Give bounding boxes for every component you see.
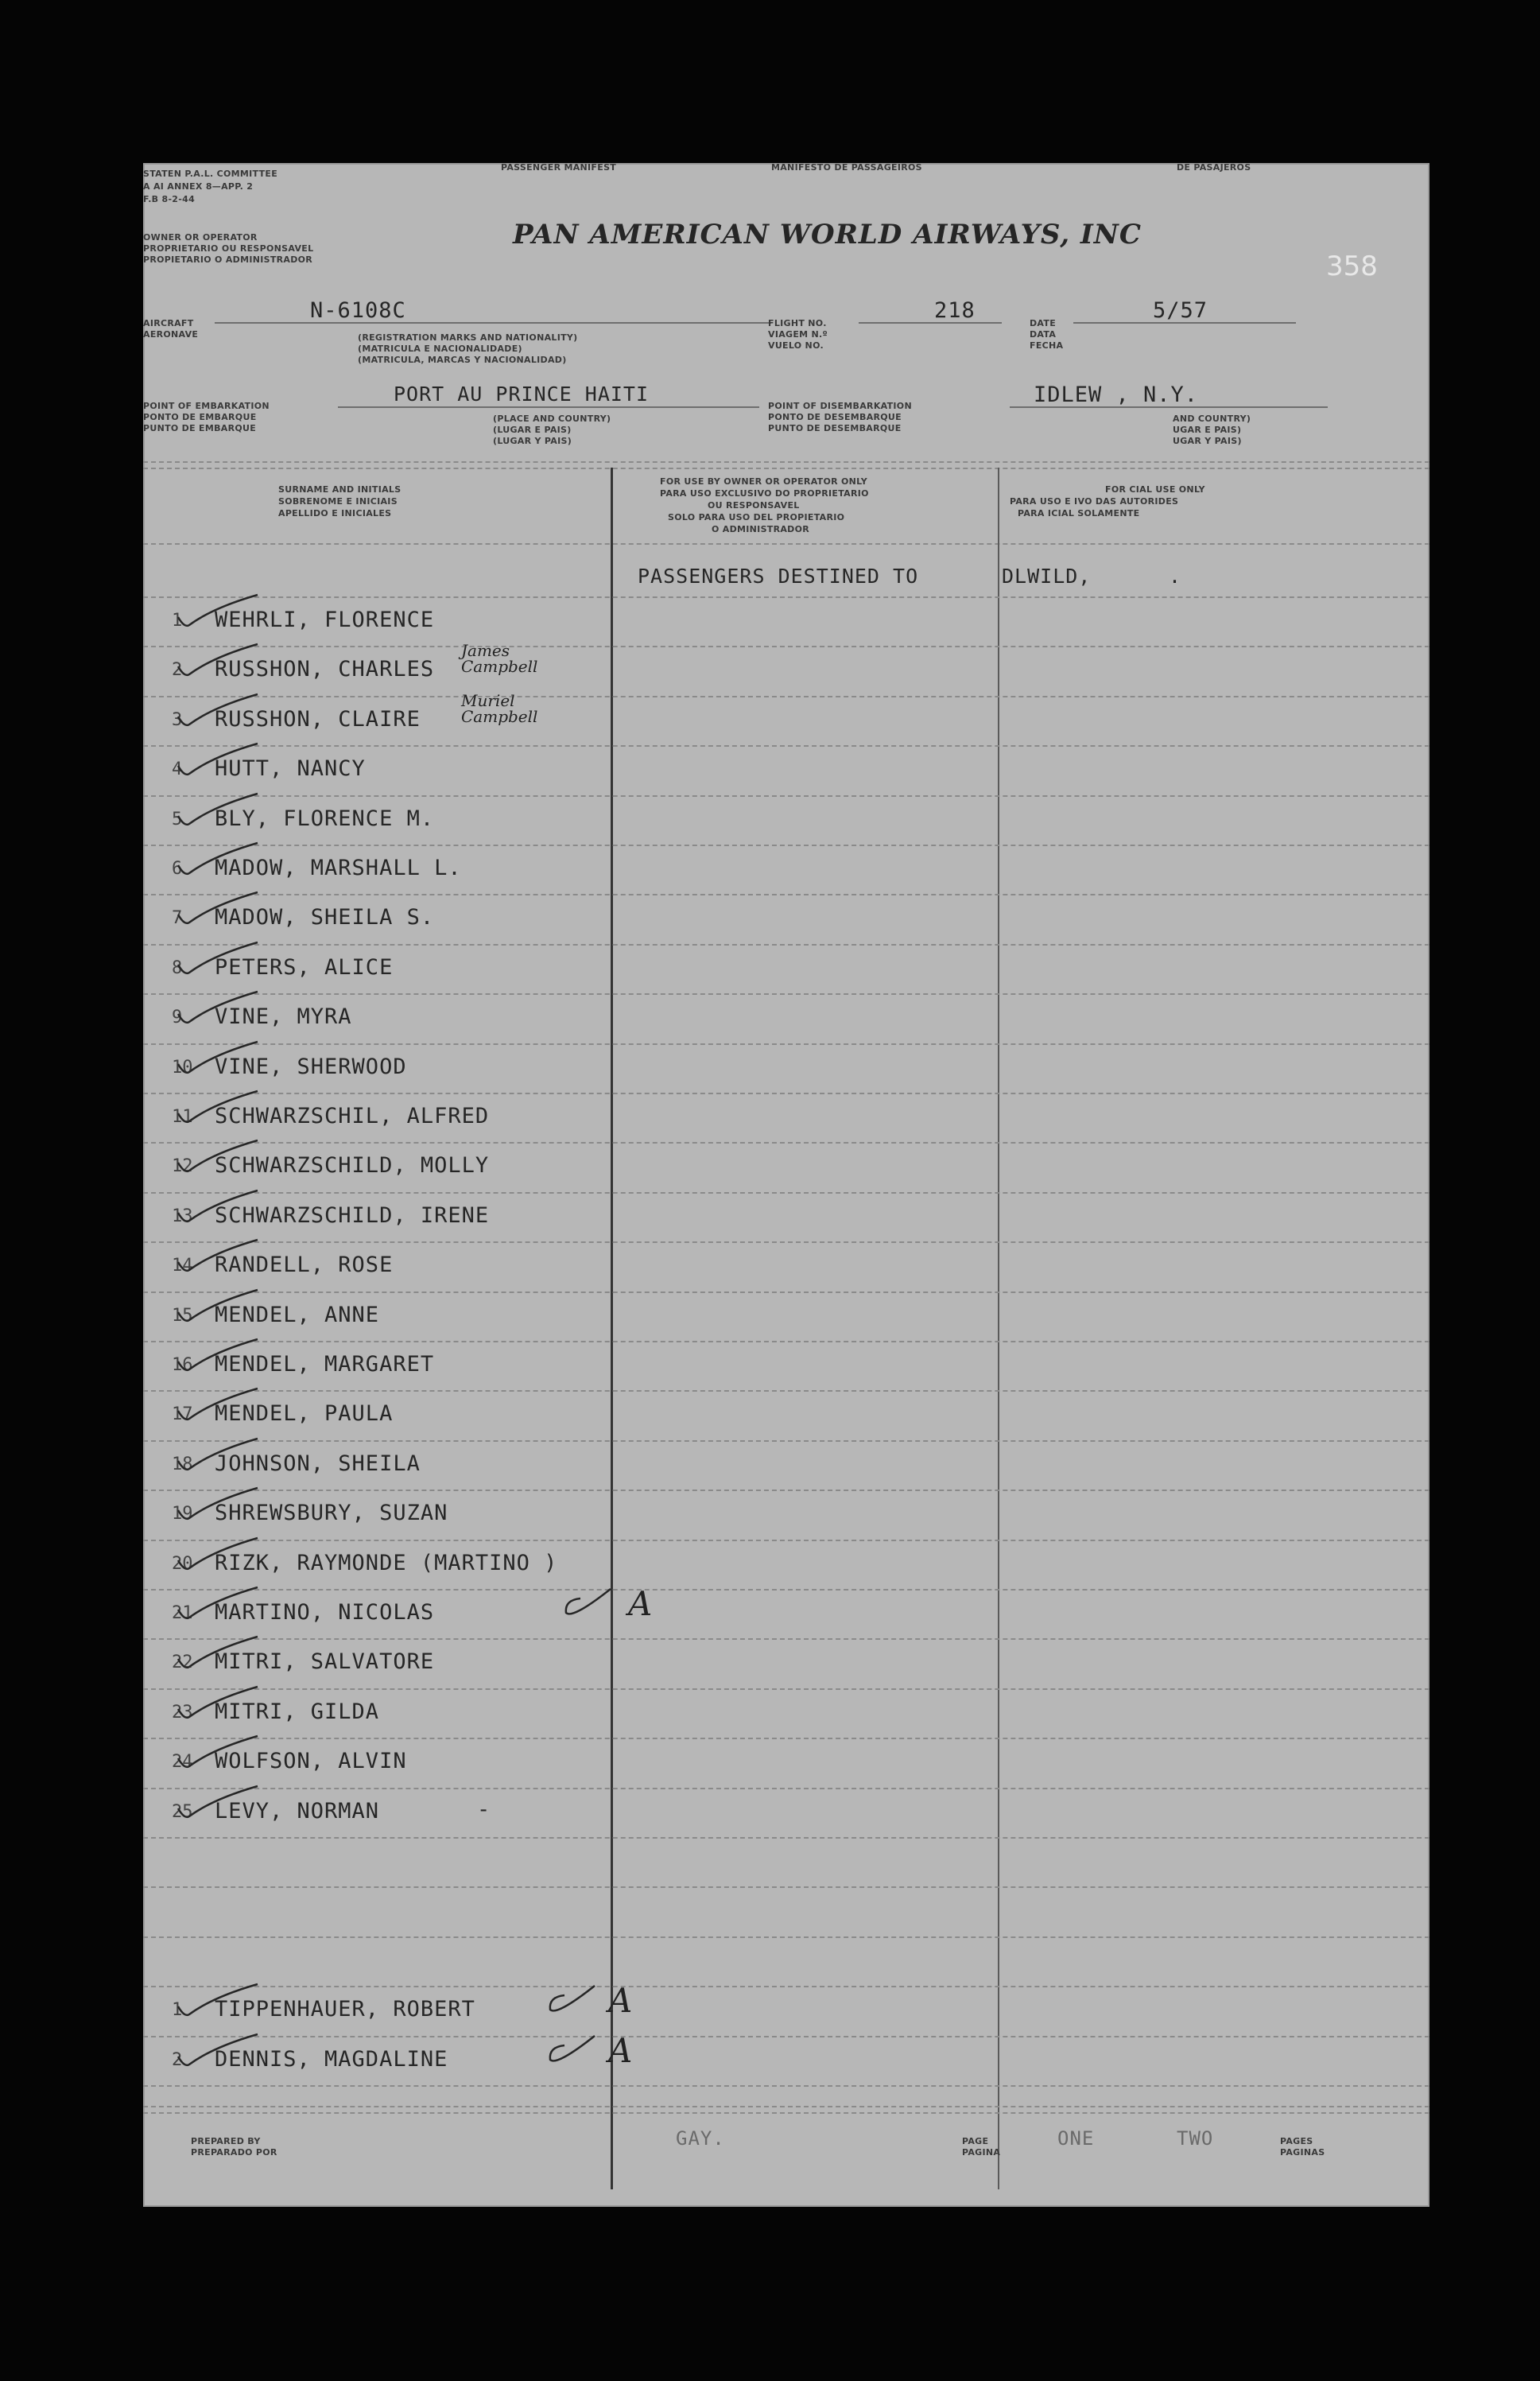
- check-mark-icon: [173, 643, 261, 681]
- passenger-row: [143, 747, 1429, 793]
- passenger-row: [143, 1094, 1429, 1140]
- passenger-row: [143, 1392, 1429, 1438]
- col-header: SURNAME AND INITIALS: [278, 484, 401, 495]
- check-mark-icon: [173, 1536, 261, 1575]
- passenger-row: [143, 1981, 1429, 2033]
- passenger-name: MENDEL, ANNE: [215, 1302, 380, 1327]
- date-label: FECHA: [1030, 340, 1064, 351]
- passenger-row: [143, 1541, 1429, 1587]
- col-header: SOLO PARA USO DEL PROPIETARIO: [668, 512, 845, 522]
- page-total: TWO: [1177, 2127, 1214, 2150]
- date-value: 5/57: [1153, 298, 1208, 323]
- col-header: PARA ICIAL SOLAMENTE: [1018, 508, 1140, 519]
- passenger-name: RANDELL, ROSE: [215, 1253, 394, 1278]
- destined-note-dot: .: [1169, 565, 1182, 588]
- embark-label: POINT OF EMBARKATION: [143, 401, 270, 411]
- check-mark-icon: [557, 1583, 612, 1622]
- row-number: 15: [172, 1305, 193, 1326]
- check-mark-icon: [173, 1635, 261, 1673]
- flight-label: VIAGEM N.º: [768, 329, 828, 340]
- aircraft-label: AERONAVE: [143, 329, 199, 340]
- row-number: 9: [172, 1008, 183, 1028]
- passenger-row: [143, 1739, 1429, 1785]
- row-number: 2: [172, 2049, 183, 2070]
- row-number: 1: [172, 611, 183, 631]
- passenger-name: SCHWARZSCHILD, MOLLY: [215, 1153, 490, 1179]
- passenger-row: [143, 1584, 1429, 1637]
- passenger-row: [143, 641, 1429, 693]
- registration-label: (REGISTRATION MARKS AND NATIONALITY): [358, 332, 578, 343]
- passenger-name: VINE, MYRA: [215, 1004, 352, 1030]
- passenger-row: [143, 1144, 1429, 1190]
- manifest-label: MANIFESTO DE PASSAGEIROS: [771, 162, 922, 173]
- passenger-row: [143, 1293, 1429, 1339]
- check-mark-icon: [173, 792, 261, 830]
- check-mark-icon: [173, 1387, 261, 1425]
- passenger-row: [143, 598, 1429, 644]
- manifest-label: DE PASAJEROS: [1177, 162, 1251, 173]
- passenger-name: SHREWSBURY, SUZAN: [215, 1501, 448, 1526]
- passenger-name: HUTT, NANCY: [215, 756, 366, 782]
- place-label: AND COUNTRY): [1173, 414, 1251, 424]
- passenger-name: WEHRLI, FLORENCE: [215, 608, 435, 632]
- row-number: 16: [172, 1355, 193, 1375]
- passenger-name: PETERS, ALICE: [215, 954, 394, 980]
- check-mark-icon: [173, 941, 261, 979]
- prepared-label: PREPARED BY: [191, 2136, 261, 2146]
- row-number: 10: [172, 1057, 193, 1078]
- handwritten-mark: A: [608, 2030, 633, 2070]
- check-mark-icon: [173, 2033, 261, 2071]
- row-number: 24: [172, 1752, 193, 1773]
- passenger-row: [143, 946, 1429, 992]
- place-label: (PLACE AND COUNTRY): [493, 414, 611, 424]
- row-number: 11: [172, 1107, 193, 1127]
- destined-note: PASSENGERS DESTINED TO: [638, 565, 919, 588]
- row-number: 7: [172, 908, 183, 929]
- row-number: 19: [172, 1504, 193, 1525]
- col-header: FOR USE BY OWNER OR OPERATOR ONLY: [660, 476, 868, 487]
- check-mark-icon: [173, 841, 261, 880]
- prepared-by-value: GAY.: [676, 2127, 725, 2150]
- aircraft-label: AIRCRAFT: [143, 318, 194, 328]
- disembark-label: PUNTO DE DESEMBARQUE: [768, 423, 902, 433]
- handwritten-mark: A: [628, 1584, 653, 1623]
- passenger-name: DENNIS, MAGDALINE: [215, 2046, 448, 2072]
- passenger-name: RIZK, RAYMONDE (MARTINO ): [215, 1550, 558, 1575]
- place-label: UGAR Y PAIS): [1173, 436, 1242, 446]
- page-value: ONE: [1057, 2127, 1095, 2150]
- passenger-row: [143, 797, 1429, 843]
- passenger-row: [143, 1243, 1429, 1289]
- check-mark-icon: [173, 593, 261, 631]
- row-number: 5: [172, 809, 183, 829]
- check-mark-icon: [173, 1139, 261, 1177]
- passenger-row: [143, 1690, 1429, 1736]
- passenger-row: [143, 1938, 1429, 1984]
- passenger-row: [143, 995, 1429, 1041]
- row-number: 1: [172, 2000, 183, 2021]
- passenger-name: SCHWARZSCHIL, ALFRED: [215, 1104, 490, 1128]
- check-mark-icon: [173, 1785, 261, 1823]
- check-mark-icon: [541, 2029, 596, 2069]
- airline-name: PAN AMERICAN WORLD AIRWAYS, INC: [513, 219, 1142, 251]
- row-number: 4: [172, 759, 183, 780]
- check-mark-icon: [173, 1288, 261, 1326]
- row-number: 21: [172, 1603, 193, 1623]
- row-dash: -: [477, 1796, 491, 1822]
- prepared-label: PREPARADO POR: [191, 2147, 277, 2158]
- check-mark-icon: [173, 1040, 261, 1078]
- owner-label: PROPRIETARIO OU RESPONSAVEL: [143, 243, 314, 254]
- form-line: F.B 8-2-44: [143, 194, 196, 204]
- passenger-name: MADOW, SHEILA S.: [215, 905, 435, 930]
- passenger-name: MITRI, SALVATORE: [215, 1649, 435, 1675]
- passenger-row: [143, 1640, 1429, 1686]
- passenger-name: MENDEL, PAULA: [215, 1401, 394, 1427]
- col-header: O ADMINISTRADOR: [712, 524, 810, 534]
- row-number: 14: [172, 1256, 193, 1276]
- row-number: 20: [172, 1553, 193, 1574]
- disembark-label: POINT OF DISEMBARKATION: [768, 401, 912, 411]
- place-label: (LUGAR Y PAIS): [493, 436, 572, 446]
- passenger-row: [143, 2030, 1429, 2084]
- check-mark-icon: [173, 1586, 261, 1624]
- passenger-name: MITRI, GILDA: [215, 1699, 380, 1724]
- check-mark-icon: [173, 693, 261, 731]
- check-mark-icon: [173, 1338, 261, 1376]
- page-label: PAGINA: [962, 2147, 1001, 2158]
- manifest-sheet: [143, 163, 1429, 2207]
- row-number: 8: [172, 957, 183, 978]
- passenger-name: JOHNSON, SHEILA: [215, 1451, 421, 1476]
- row-number: 12: [172, 1156, 193, 1177]
- passenger-name: LEVY, NORMAN: [215, 1798, 380, 1824]
- passenger-name: MADOW, MARSHALL L.: [215, 856, 462, 880]
- handwritten-mark: A: [608, 1981, 633, 2021]
- row-number: 6: [172, 859, 183, 879]
- passenger-name: RUSSHON, CLAIRE: [215, 706, 421, 732]
- col-header: SOBRENOME E INICIAIS: [278, 496, 398, 507]
- passenger-row: [143, 1194, 1429, 1240]
- check-mark-icon: [173, 1090, 261, 1128]
- embark-value: PORT AU PRINCE HAITI: [394, 383, 650, 406]
- check-mark-icon: [173, 1238, 261, 1276]
- pages-label: PAGES: [1280, 2136, 1313, 2146]
- form-line: A AI ANNEX 8—APP. 2: [143, 181, 254, 192]
- passenger-name: MARTINO, NICOLAS: [215, 1600, 435, 1625]
- check-mark-icon: [173, 990, 261, 1028]
- col-header: PARA USO E IVO DAS AUTORIDES: [1010, 496, 1179, 507]
- col-header: PARA USO EXCLUSIVO DO PROPRIETARIO: [660, 488, 869, 499]
- row-number: 13: [172, 1206, 193, 1226]
- passenger-name: TIPPENHAUER, ROBERT: [215, 1997, 475, 2022]
- flight-label: VUELO NO.: [768, 340, 824, 351]
- row-number: 2: [172, 660, 183, 681]
- registration-label: (MATRICULA, MARCAS Y NACIONALIDAD): [358, 355, 567, 365]
- pages-label: PAGINAS: [1280, 2147, 1325, 2158]
- col-header: APELLIDO E INICIALES: [278, 508, 392, 519]
- owner-label: OWNER OR OPERATOR: [143, 232, 258, 243]
- passenger-name: WOLFSON, ALVIN: [215, 1749, 407, 1774]
- flight-label: FLIGHT NO.: [768, 318, 827, 328]
- flight-value: 218: [934, 298, 976, 323]
- passenger-name: BLY, FLORENCE M.: [215, 806, 435, 831]
- check-mark-icon: [173, 1189, 261, 1227]
- row-number: 25: [172, 1801, 193, 1822]
- aircraft-value: N-6108C: [310, 298, 406, 323]
- check-mark-icon: [173, 1437, 261, 1475]
- embark-label: PONTO DE EMBARQUE: [143, 412, 257, 422]
- passenger-row: [143, 1839, 1429, 1885]
- passenger-row: [143, 1491, 1429, 1537]
- check-mark-icon: [541, 1979, 596, 2019]
- page-number: 358: [1326, 251, 1378, 282]
- passenger-name: SCHWARZSCHILD, IRENE: [215, 1202, 490, 1228]
- col-header: OU RESPONSAVEL: [708, 500, 800, 511]
- date-label: DATE: [1030, 318, 1057, 328]
- check-mark-icon: [173, 1734, 261, 1773]
- passenger-name: VINE, SHERWOOD: [215, 1054, 407, 1079]
- embark-label: PUNTO DE EMBARQUE: [143, 423, 257, 433]
- check-mark-icon: [173, 1685, 261, 1723]
- page-label: PAGE: [962, 2136, 989, 2146]
- owner-label: PROPIETARIO O ADMINISTRADOR: [143, 254, 313, 265]
- date-label: DATA: [1030, 329, 1057, 340]
- disembark-value: IDLEW , N.Y.: [1034, 383, 1199, 407]
- disembark-label: PONTO DE DESEMBARQUE: [768, 412, 902, 422]
- row-number: 18: [172, 1454, 193, 1474]
- passenger-row: [143, 690, 1429, 744]
- passenger-row: [143, 1888, 1429, 1934]
- row-number: 22: [172, 1653, 193, 1673]
- passenger-row: [143, 1045, 1429, 1091]
- passenger-row: [143, 1789, 1429, 1835]
- place-label: UGAR E PAIS): [1173, 425, 1242, 435]
- check-mark-icon: [173, 1486, 261, 1525]
- check-mark-icon: [173, 1983, 261, 2021]
- handwritten-note: Muriel Campbell: [461, 690, 538, 726]
- check-mark-icon: [173, 742, 261, 780]
- place-label: (LUGAR E PAIS): [493, 425, 572, 435]
- passenger-name: RUSSHON, CHARLES: [215, 657, 435, 682]
- passenger-name: MENDEL, MARGARET: [215, 1352, 435, 1377]
- registration-label: (MATRICULA E NACIONALIDADE): [358, 344, 522, 354]
- passenger-row: [143, 1442, 1429, 1488]
- row-rule: [143, 2085, 1429, 2087]
- passenger-row: [143, 895, 1429, 942]
- passenger-row: [143, 1342, 1429, 1389]
- row-number: 23: [172, 1702, 193, 1723]
- handwritten-note: James Campbell: [461, 641, 538, 677]
- manifest-label: PASSENGER MANIFEST: [501, 162, 617, 173]
- signature: [318, 2142, 557, 2159]
- row-number: 17: [172, 1404, 193, 1425]
- passenger-row: [143, 846, 1429, 892]
- form-line: STATEN P.A.L. COMMITTEE: [143, 169, 278, 179]
- check-mark-icon: [173, 891, 261, 929]
- row-number: 3: [172, 709, 183, 730]
- destined-note-cont: DLWILD,: [1002, 565, 1092, 588]
- col-header: FOR CIAL USE ONLY: [1105, 484, 1205, 495]
